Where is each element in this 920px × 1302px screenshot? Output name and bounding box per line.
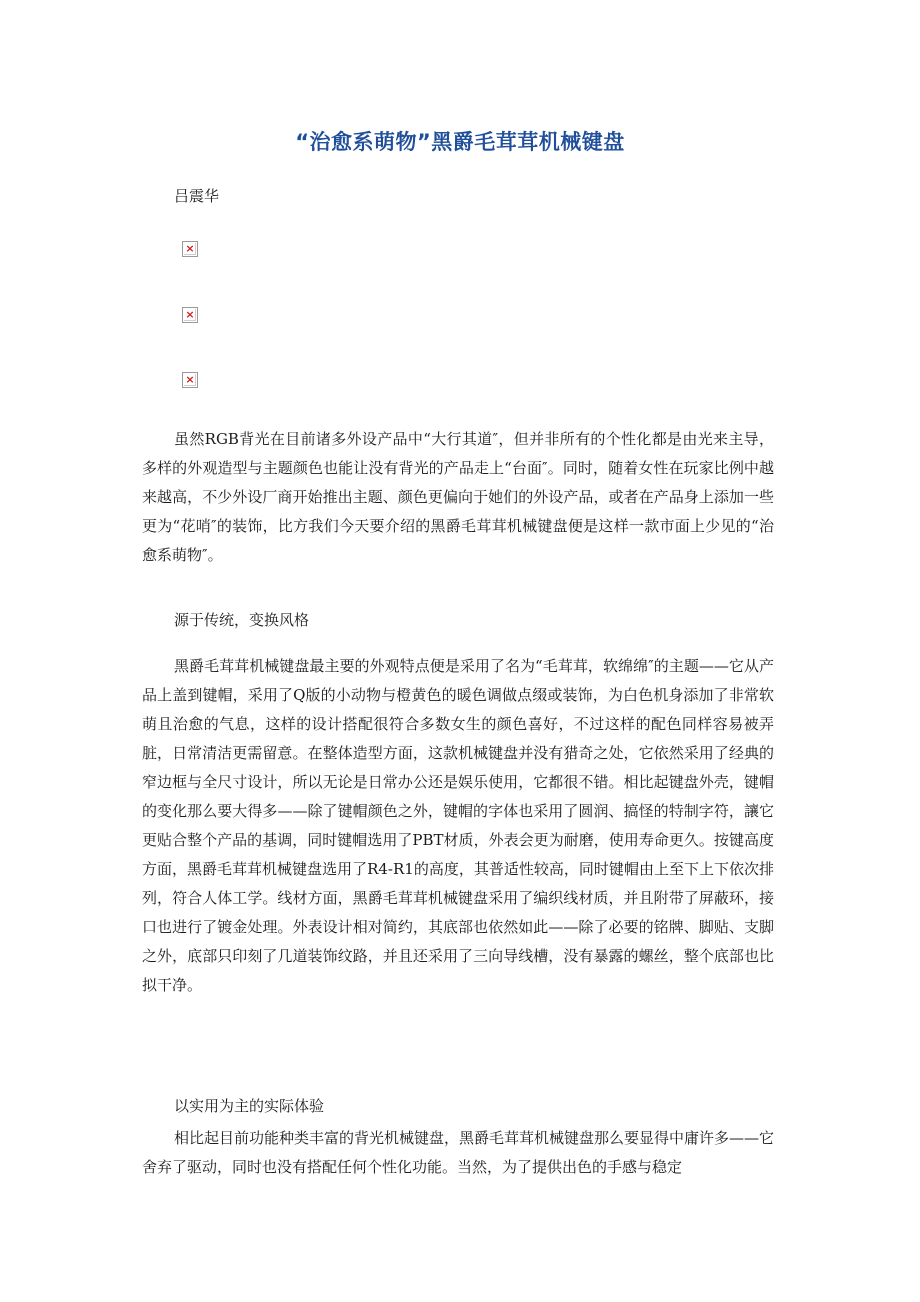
article-title: “治愈系萌物”黑爵毛茸茸机械键盘 bbox=[295, 130, 625, 154]
broken-image-icon bbox=[182, 307, 198, 323]
image-symbol: × bbox=[185, 242, 195, 255]
broken-image-icon bbox=[182, 241, 198, 257]
author-name: 吕震华 bbox=[174, 187, 220, 205]
body-paragraph-design: 黑爵毛茸茸机械键盘最主要的外观特点便是采用了名为“毛茸茸，软绵绵″的主题——它从产品上盖到键帽，采用了Q版的小动物与橙黄色的暖色调做点缀或装饰，为白色机身添加了非常软萌且治愈的气息，这样的设计搭配很符合多数女生的颜色喜好，不过这样的配色同样容易被弄脏，日常清洁更需留意。在整体造型方面，这款机械键盘并没有猎奇之处，它依然采用了经典的窄边框与全尺寸设计，所以无论是日常办公还是娱乐使用，它都很不错。相比起键盘外壳，键帽的变化那么要大得多——除了键帽颜色之外，键帽的字体也采用了圆润、搞怪的特制字符，讓它更贴合整个产品的基调，同时键帽选用了PBT材质，外表会更为耐磨，使用寿命更久。按键高度方面，黑爵毛茸茸机械键盘选用了R4-R1的高度，其普适性较高，同时键帽由上至下上下依次排列，符合人体工学。线材方面，黑爵毛茸茸机械键盘采用了编织线材质，并且附带了屏蔽环，接口也进行了镀金处理。外表设计相对简约，其底部也依然如此——除了必要的铭牌、脚贴、支脚之外，底部只印刻了几道装饰纹路，并且还采用了三向导线槽，没有暴露的螺丝，整个底部也比拟干净。 bbox=[142, 657, 774, 994]
broken-image-icon bbox=[182, 372, 198, 388]
section-heading-tradition: 源于传统，变换风格 bbox=[174, 611, 310, 629]
image-symbol: × bbox=[185, 308, 195, 321]
body-paragraph-experience: 相比起目前功能种类丰富的背光机械键盘，黑爵毛茸茸机械键盘那么要显得中庸许多——它舍弃了驱动，同时也没有搭配任何个性化功能。当然，为了提供出色的手感与稳定 bbox=[142, 1129, 775, 1176]
image-symbol: × bbox=[185, 373, 195, 386]
intro-paragraph: 虽然RGB背光在目前诸多外设产品中“大行其道″，但并非所有的个性化都是由光来主导，多样的外观造型与主题颜色也能让没有背光的产品走上“台面″。同时，随着女性在玩家比例中越来越高，不少外设厂商开始推出主题、颜色更偏向于她们的外设产品，或者在产品身上添加一些更为“花哨″的装饰，比方我们今天要介绍的黑爵毛茸茸机械键盘便是这样一款市面上少见的“治愈系萌物″。 bbox=[142, 430, 774, 564]
section-heading-experience: 以实用为主的实际体验 bbox=[174, 1097, 325, 1115]
